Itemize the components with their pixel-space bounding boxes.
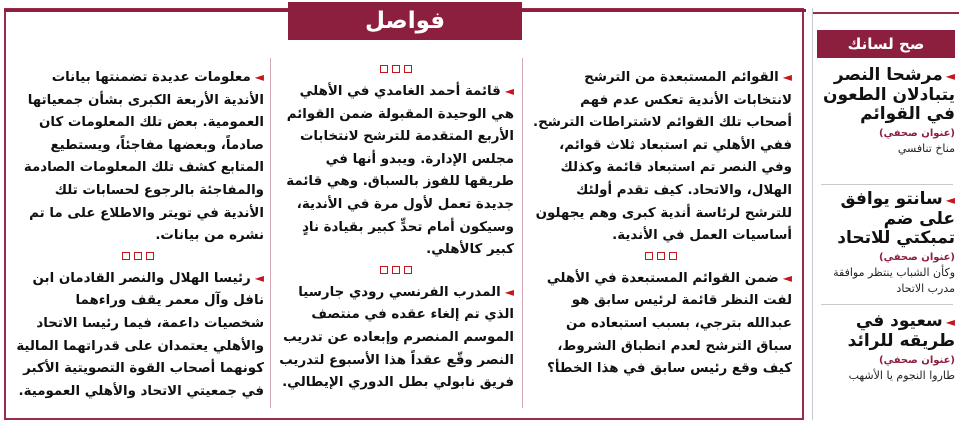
sidebar-item bbox=[819, 66, 955, 157]
square-icon bbox=[404, 266, 412, 274]
source-label: (عنوان صحفي) bbox=[879, 128, 955, 139]
column-title: فواصل bbox=[288, 2, 522, 40]
square-icon bbox=[146, 252, 154, 260]
square-icon bbox=[134, 252, 142, 260]
sidebar-item bbox=[819, 312, 955, 384]
separator bbox=[12, 251, 264, 265]
comment: مناخ تنافسي bbox=[897, 142, 955, 155]
column-left bbox=[12, 66, 264, 403]
square-icon bbox=[122, 252, 130, 260]
paragraph: ◄قائمة أحمد الغامدي في الأهلي هي الوحيدة المقبولة ضمن القوائم الأربع المتقدمة للترشح لانتخابات مجلس الإدارة. ويبدو أنها في طريقها للفوز بالسباق. وهي قائمة جديدة تعمل لأول مرة في الأندية، وسيكون أمام تحدٍّ كبير بقيادة نادٍ كبير كالأهلي. bbox=[286, 84, 514, 258]
sidebar-item bbox=[819, 190, 955, 297]
separator bbox=[530, 251, 792, 265]
triangle-bullet-icon: ◄ bbox=[254, 270, 264, 285]
column-divider bbox=[270, 58, 271, 408]
masthead-rule-left bbox=[4, 9, 288, 12]
square-icon bbox=[669, 252, 677, 260]
square-icon bbox=[645, 252, 653, 260]
triangle-bullet-icon: ◄ bbox=[782, 70, 792, 84]
headline: ◄مرشحا النصر يتبادلان الطعون في القوائم bbox=[823, 65, 955, 124]
paragraph: ◄ضمن القوائم المستبعدة في الأهلي لفت النظر قائمة لرئيس سابق هو عبدالله بترجي، بسبب استبعاده من سباق الترشح لعدم انطباق الشروط، كيف وقع رئيس سابق في هذا الخطأ؟ bbox=[546, 270, 792, 377]
column-middle bbox=[278, 66, 514, 395]
square-icon bbox=[392, 266, 400, 274]
paragraph: ◄القوائم المستبعدة من الترشح لانتخابات الأندية تعكس عدم فهم أصحاب تلك القوائم لاشتراطات الترشح. ففي الأهلي تم استبعاد ثلاث قوائم، وفي النصر تم استبعاد قائمة وكذلك الهلال، والاتحاد. كيف تقدم أولئك للترشح لرئاسة أندية كبرى وهم يجهلون أساسيات العمل في الأندية. bbox=[533, 70, 792, 244]
square-icon bbox=[380, 266, 388, 274]
square-icon bbox=[380, 65, 388, 73]
triangle-bullet-icon: ◄ bbox=[945, 193, 955, 207]
sidebar-divider bbox=[821, 304, 953, 305]
paragraph: ◄معلومات عديدة تضمنتها بيانات الأندية الأربعة الكبرى بشأن جمعياتها العمومية. بعض تلك المعلومات كان صادماً، وبعضها مفاجئاً، ويستطيع المتابع كشف تلك المعلومات الصادمة والمفاجئة بالرجوع لحسابات تلك الأندية في تويتر والاطلاع على ما تم نشره من بيانات. bbox=[23, 70, 264, 244]
source-label: (عنوان صحفي) bbox=[879, 252, 955, 263]
headline: ◄سانتو يوافق على ضم تمبكتي للاتحاد bbox=[837, 189, 955, 248]
paragraph: ◄المدرب الفرنسي رودي جارسيا الذي تم إلغاء عقده في منتصف الموسم المنصرم وإبعاده عن تدريب النصر وقّع عقداً هذا الأسبوع لتدريب فريق نابولي بطل الدوري الإيطالي. bbox=[279, 284, 514, 391]
column-divider bbox=[522, 58, 523, 408]
masthead-rule-right bbox=[522, 9, 806, 12]
sidebar-divider bbox=[821, 184, 953, 185]
square-icon bbox=[392, 65, 400, 73]
square-icon bbox=[404, 65, 412, 73]
separator bbox=[278, 265, 514, 279]
square-icon bbox=[657, 252, 665, 260]
source-label: (عنوان صحفي) bbox=[879, 355, 955, 366]
triangle-bullet-icon: ◄ bbox=[782, 270, 792, 285]
separator bbox=[278, 64, 514, 78]
triangle-bullet-icon: ◄ bbox=[254, 70, 264, 84]
triangle-bullet-icon: ◄ bbox=[504, 284, 514, 299]
paragraph: ◄رئيسا الهلال والنصر القادمان ابن نافل وآل معمر يقف وراءهما شخصيات داعمة، فيما رئيسا الاتحاد والأهلي يعتمدان على قدراتهما المالية كونهما أصحاب القوة التصويتية الأكبر في جمعيتي الاتحاد والأهلي العمومية. bbox=[16, 270, 264, 399]
comment: طاروا النجوم يا الأشهب bbox=[848, 369, 955, 382]
comment: وكأن الشباب ينتظر موافقة مدرب الاتحاد bbox=[833, 266, 955, 295]
sidebar-title: صح لسانك bbox=[817, 30, 955, 58]
triangle-bullet-icon: ◄ bbox=[504, 84, 514, 98]
column-right bbox=[530, 66, 792, 381]
sidebar-rule bbox=[813, 12, 959, 14]
headline: ◄سعيود في طريقه للرائد bbox=[847, 311, 955, 351]
triangle-bullet-icon: ◄ bbox=[945, 315, 955, 329]
triangle-bullet-icon: ◄ bbox=[945, 69, 955, 83]
sidebar bbox=[812, 8, 958, 420]
